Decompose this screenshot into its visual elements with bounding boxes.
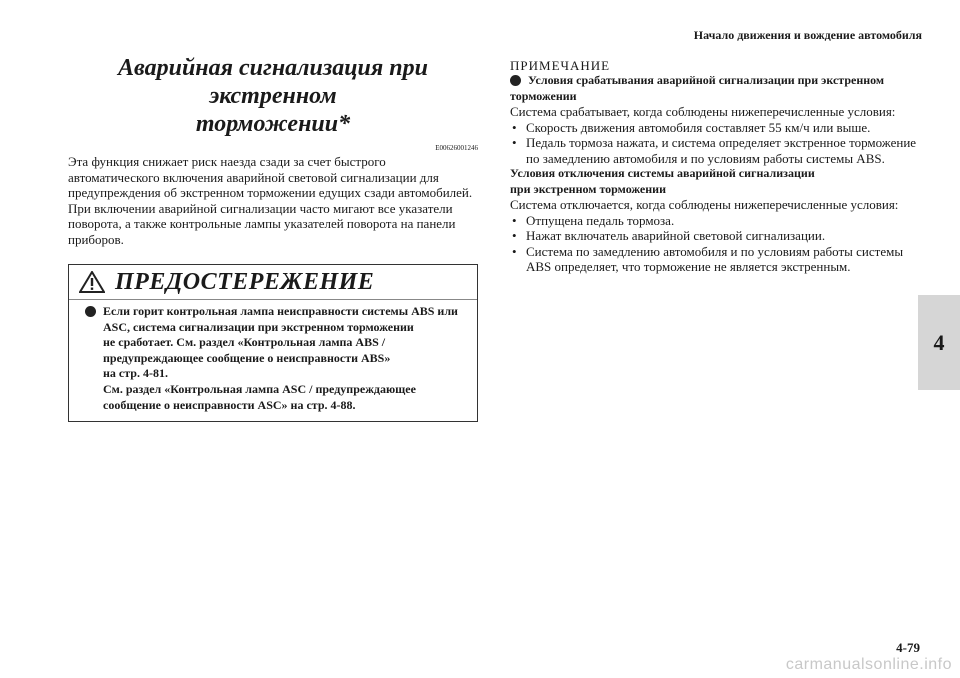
section-title-line2: торможении* — [195, 111, 351, 137]
list-item-text: Педаль тормоза нажата, и система определяет экстренное торможение по замедлению автомобиля и по условиям работы системы ABS. — [526, 135, 917, 166]
bullet-mark: • — [512, 212, 517, 228]
list-item-text: Отпущена педаль тормоза. — [526, 212, 675, 228]
running-header: Начало движения и вождение автомобиля — [693, 28, 922, 42]
intro-paragraph: Эта функция снижает риск наезда сзади за счет быстрого автоматического включения аварийной световой сигнализации для предупреждения об экстренном торможении едущих сзади автомобилей. При включении аварийной сигнализации часто мигают все указатели поворота, а также контрольные лампы указателей поворота на панели приборов. — [68, 154, 473, 247]
warning-line: на стр. 4-81. — [103, 366, 168, 381]
deactivation-heading-line1: Условия отключения системы аварийной сигнализации — [510, 166, 815, 180]
warning-line: Если горит контрольная лампа неисправности системы ABS или — [103, 304, 458, 318]
activation-heading — [528, 73, 884, 89]
list-item — [510, 228, 920, 244]
warning-box — [68, 264, 478, 422]
warning-line: не сработает. См. раздел «Контрольная лампа ABS / — [103, 335, 386, 350]
watermark: carmanualsonline.info — [785, 656, 952, 673]
list-item — [510, 213, 920, 229]
bullet-dot-icon — [85, 306, 96, 317]
list-item-text: Скорость движения автомобиля составляет 55 км/ч или выше. — [526, 119, 871, 135]
section-code: E00626001246 — [435, 144, 478, 152]
warning-header — [69, 265, 477, 300]
deactivation-heading-line2: при экстренном торможении — [510, 181, 666, 196]
activation-heading-line1: Условия срабатывания аварийной сигнализации при экстренном — [528, 73, 885, 87]
note-item — [510, 73, 920, 89]
warning-triangle-icon — [79, 271, 105, 293]
list-item — [510, 244, 920, 275]
warning-text — [103, 304, 458, 413]
left-column — [68, 54, 478, 422]
section-title — [68, 54, 478, 138]
list-item-text: Нажат включатель аварийной световой сигнализации. — [526, 228, 826, 243]
page-number: 4-79 — [896, 640, 920, 655]
activation-heading-line2: торможении — [510, 88, 577, 103]
deactivation-text: Система отключается, когда соблюдены нижеперечисленные условия: — [510, 197, 899, 212]
warning-line: сообщение о неисправности ASC» на стр. 4-88. — [103, 397, 356, 412]
right-column — [510, 59, 920, 275]
bullet-mark: • — [512, 243, 517, 259]
list-item-text: Система по замедлению автомобиля и по условиям работы системы ABS определяет, что торможение не является экстренным. — [526, 243, 904, 274]
warning-title: ПРЕДОСТЕРЕЖЕНИЕ — [115, 268, 375, 295]
warning-line: предупреждающее сообщение о неисправности ABS» — [103, 350, 391, 365]
chapter-tab: 4 — [918, 295, 960, 390]
deactivation-list — [510, 213, 920, 275]
list-item — [510, 120, 920, 136]
warning-line: ASC, система сигнализации при экстренном торможении — [103, 319, 414, 334]
warning-item — [85, 304, 467, 413]
activation-list — [510, 120, 920, 167]
bullet-mark: • — [512, 119, 517, 135]
section-title-line1: Аварийная сигнализация при экстренном — [118, 55, 428, 109]
warning-line: См. раздел «Контрольная лампа ASC / предупреждающее — [103, 381, 416, 396]
bullet-dot-icon — [510, 75, 521, 86]
list-item — [510, 135, 920, 166]
bullet-mark: • — [512, 135, 517, 150]
bullet-mark: • — [512, 228, 517, 243]
note-label: ПРИМЕЧАНИЕ — [510, 58, 611, 73]
activation-text: Система срабатывает, когда соблюдены нижеперечисленные условия: — [510, 104, 896, 119]
warning-body — [69, 300, 477, 421]
